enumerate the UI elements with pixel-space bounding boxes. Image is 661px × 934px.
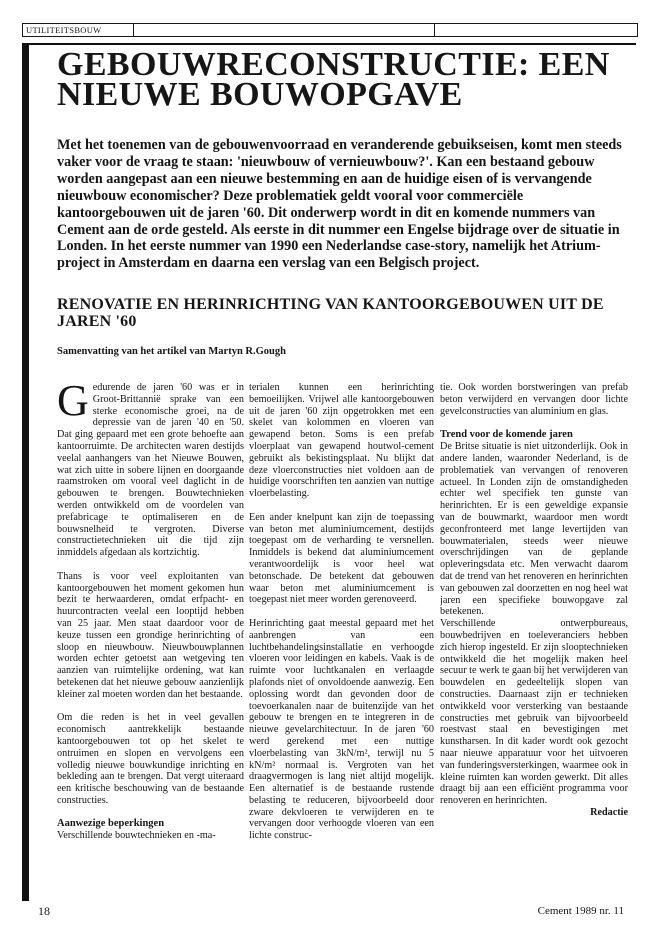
drop-cap: G xyxy=(57,382,89,425)
paragraph: De Britse situatie is niet uitzonderlijk. Ook in andere landen, waaronder Nederland, is de problematiek van vervangen of renoveren actueel. In Londen zijn de omstandigheden echter wel specifiek ten gunste van herinrichten. Er is een geweldige expansie van de bouwmarkt, waardoor men wordt geconfronteerd met lange levertijden van bouwmaterialen, steeds weer nieuwe overschrijdingen van de geplande opleveringsdata etc. Men verwacht daarom dat de trend van het renoveren en herinrichten van gebouwen zal doorzetten en nog heel wat jaren een specifieke bouwopgave zal betekenen. xyxy=(440,441,628,618)
section-heading: RENOVATIE EN HERINRICHTING VAN KANTOORGEBOUWEN UIT DE JAREN '60 xyxy=(57,296,604,330)
paragraph: Om die reden is het in veel gevallen economisch aantrekkelijk bestaande kantoorgebouwen tot op het skelet te ontruimen en slopen en vervolgens een volledig nieuwe bouwkundige inrichting en bekleding aan te brengen. Dat vergt uiteraard een kritische beschouwing van de bestaande constructies. xyxy=(57,712,244,806)
article-intro: Met het toenemen van de gebouwenvoorraad en veranderende gebuikseisen, komt men steeds vaker voor de vraag te staan: 'nieuwbouw of vernieuwbouw?'. Kan een bestaand gebouw worden aangepast aan een nieuwe bestemming en aan de huidige eisen of is vervangende nieuwbouw economischer? Deze problematiek geldt vooral voor commerciële kantoorgebouwen uit de jaren '60. Dit onderwerp wordt in dit en komende nummers van Cement aan de orde gesteld. Als eerste in dit nummer een Engelse bijdrage over de situatie in Londen. In het eerste nummer van 1990 een Nederlandse case-story, namelijk het Atrium-project in Amsterdam en daarna een verslag van een Belgisch project. xyxy=(57,137,622,272)
sub-heading: Aanwezige beperkingen xyxy=(57,818,165,830)
header-bar xyxy=(22,23,638,37)
text-column-3 xyxy=(440,382,628,852)
issue-label: Cement 1989 nr. 11 xyxy=(537,905,624,917)
sub-heading: Trend voor de komende jaren xyxy=(440,429,573,441)
byline: Samenvatting van het artikel van Martyn R.Gough xyxy=(57,346,286,357)
section-label: UTILITEITSBOUW xyxy=(23,24,134,36)
paragraph: Verschillende ontwerpbureaus, bouwbedrijven en toeleveranciers hebben zich hierop ingesteld. Er zijn slooptechnieken ontwikkeld die het mogelijk maken heel secuur te werk te gaan bij het verwijderen van bouwdelen en gedeeltelijk slopen van constructies. Daarnaast zijn er technieken ontwikkeld voor versterking van bestaande constructies met gebruik van bijvoorbeeld roestvast staal en bevestigingen met kunstharsen. In dit kader wordt ook gezocht naar nieuwe apparatuur voor het uitvoeren van funderingsversterkingen, waarmee ook in kleine ruimten kan worden gewerkt. Dit alles draagt bij aan een efficiënt programma voor renoveren en herinrichten. xyxy=(440,618,628,807)
paragraph: Thans is voor veel exploitanten van kantoorgebouwen het moment gekomen hun bezit te herwaarderen, omdat erfpacht- en huurcontracten veelal een looptijd hebben van 25 jaar. Men staat daardoor voor de keuze tussen een grondige herinrichting of sloop en nieuwbouw. Nieuwbouwplannen worden echter getoetst aan wetgeving ten aanzien van ruimtelijke ordening, wat kan betekenen dat het nieuwe gebouw aanzienlijk kleiner zal moeten worden dan het bestaande. xyxy=(57,570,244,700)
paragraph-text: edurende de jaren '60 was er in Groot-Brittannië sprake van een sterke economische groei, na de depressie van de jaren '40 en '50. Dat ging gepaard met een grote behoefte aan kantoorruimte. De architecten waren destijds veelal aanhangers van het Nieuwe Bouwen, wat zich uitte in sobere lijnen en doorgaande raamstroken om vooral veel daglicht in de gebouwen te brengen. Bouwtechnieken werden ontwikkeld om de voordelen van prefabricage te optimaliseren en de bouwsnelheid te vergroten. Diverse constructietechnieken uit die tijd zijn inmiddels afgedaan als kortzichtig. xyxy=(57,382,244,559)
paragraph: terialen kunnen een herinrichting bemoeilijken. Vrijwel alle kantoorgebouwen uit de jaren '60 zijn opgetrokken met een skelet van kolommen en vloeren van gewapend beton. Soms is een prefab vloerplaat van gewapend houtwol-cement gebruikt als bekistingsplaat. Nu blijkt dat deze vloerconstructies niet voldoen aan de huidige voorschriften ten aanzien van nuttige vloerbelasting. xyxy=(249,382,434,500)
text-column-2 xyxy=(249,382,434,852)
article-title: GEBOUWRECONSTRUCTIE: EEN NIEUWE BOUWOPGAVE xyxy=(57,46,610,113)
page-number: 18 xyxy=(38,904,50,918)
paragraph: Herinrichting gaat meestal gepaard met het aanbrengen van een luchtbehandelingsinstallatie en verhoogde vloeren voor leidingen en kabels. Vaak is de ruimte voor luchtkanalen en verlaagde plafonds niet of onvoldoende aanwezig. Een oplossing wordt dan gevonden door de toevoerkanalen naar de buitenzijde van het gebouw te brengen en te integreren in de nieuwe gevelarchitectuur. In de jaren '60 werd gerekend met een nuttige vloerbelasting van 3kN/m², terwijl nu 5 kN/m² normaal is. Vergroten van het draagvermogen is lang niet altijd mogelijk. Een alternatief is de bestaande rustende belasting te reduceren, bijvoorbeeld door zware dekvloeren te verwijderen en te vervangen door verhoogde vloeren van een lichte construc- xyxy=(249,617,434,842)
header-divider-box xyxy=(134,24,435,36)
signature: Redactie xyxy=(590,806,628,818)
paragraph: Een ander knelpunt kan zijn de toepassing van beton met aluminiumcement, destijds toegepast om de verharding te versnellen. Inmiddels is bekend dat aluminiumcement verantwoordelijk is voor heel wat betonschade. De betekent dat gebouwen waar beton met aluminiumcement is toegepast niet meer worden gerenoveerd. xyxy=(249,511,434,606)
paragraph: Verschillende bouwtechnieken en -ma- xyxy=(57,830,216,842)
paragraph: tie. Ook worden borstweringen van prefab beton verwijderd en vervangen door lichte gevelconstructies van aluminium en glas. xyxy=(440,382,628,417)
text-column-1 xyxy=(57,382,244,852)
paragraph xyxy=(57,382,244,559)
